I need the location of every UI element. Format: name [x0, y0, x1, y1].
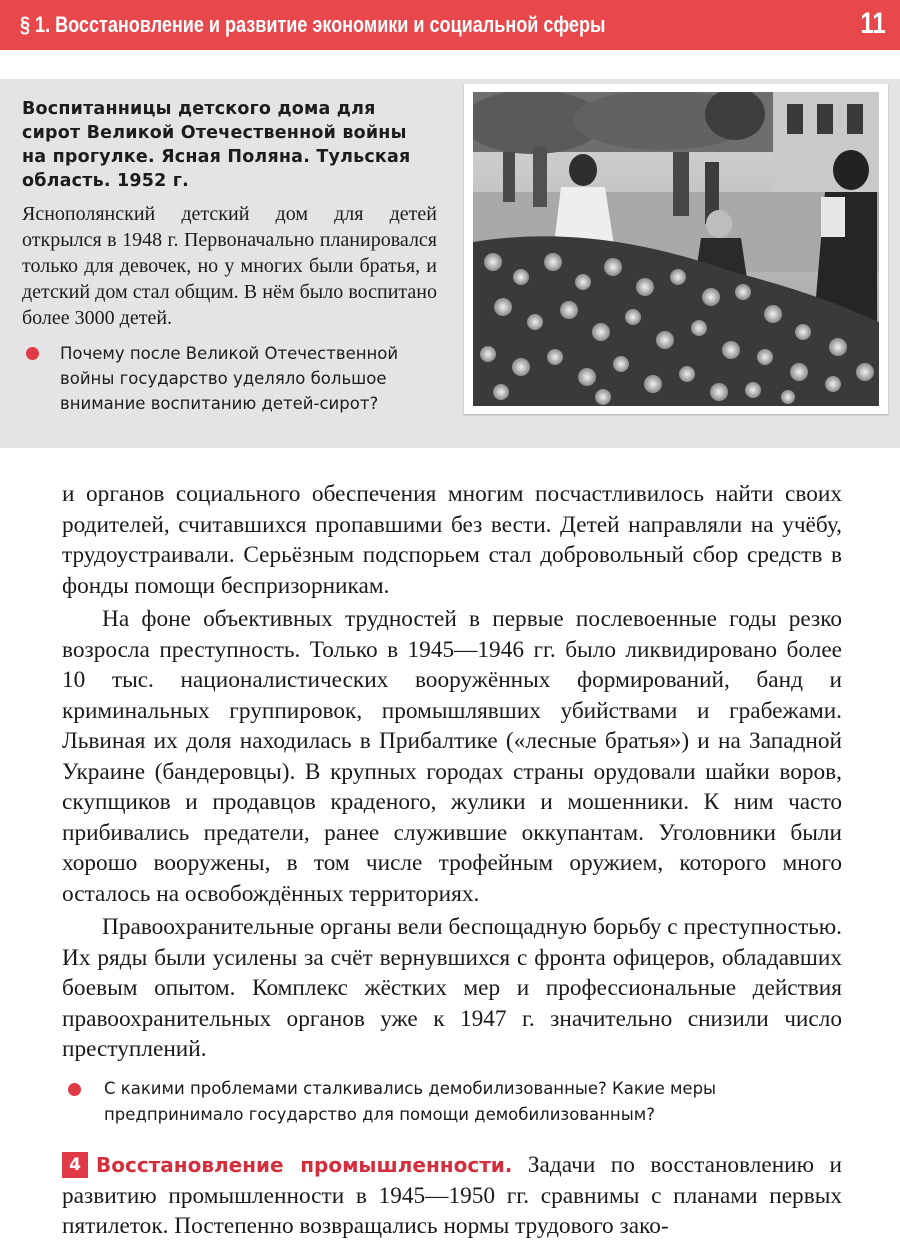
paragraph: На фоне объективных трудностей в первые послевоенные годы резко возросла преступность. Только в 1945—1946 гг. было ликвидировано более 10 тыс. националистических вооружённых формирований, банд и криминальных группировок, промышлявших убийствами и грабежами. Львиная их доля находилась в Прибалтике («лесные братья») и на Западной Украине (бандеровцы). В крупных городах страны орудовали шайки воров, скупщиков и продавцов краденого, жулики и мошенники. К ним часто прибивались предатели, ранее служившие оккупантам. Уголовники были хорошо вооружены, в том числе трофейным оружием, которого много осталось на освобождённых территориях.: [62, 606, 842, 907]
caption-body: Яснополянский детский дом для детей открылся в 1948 г. Первоначально планировался только для девочек, но у многих были братья, и детский дом стал общим. В нём было воспитано более 3000 детей.: [22, 203, 437, 329]
section-number: 4: [62, 1152, 88, 1178]
paragraph: Правоохранительные органы вели беспощадную борьбу с преступностью. Их ряды были усилены за счёт вернувшихся с фронта офицеров, обладавших боевым опытом. Комплекс жёстких мер и профессиональные действия правоохранительных органов уже к 1947 г. значительно снизили число преступлений.: [62, 914, 842, 1062]
caption-title: Воспитанницы детского дома для сирот Великой Отечественной войны на прогулке. Ясная Поляна. Тульская область. 1952 г.: [22, 99, 411, 191]
photo-sidebar: [0, 79, 900, 448]
review-question: [62, 1076, 842, 1128]
review-question-text: С какими проблемами сталкивались демобилизованные? Какие меры предпринимало государство для помощи демобилизованным?: [104, 1079, 717, 1124]
bullet-icon: [26, 347, 39, 360]
photo-caption: [22, 97, 437, 416]
section-text: Задачи по восстановлению и развитию промышленности в 1945—1950 гг. сравнимы с планами первых пятилеток. Постепенно возвращались нормы трудового зако-: [62, 1152, 842, 1239]
photo-image: [473, 92, 879, 406]
paragraph: и органов социального обеспечения многим посчастливилось найти своих родителей, считавшихся пропавшими без вести. Детей направляли на учёбу, трудоустраивали. Серьёзным подспорьем стал добровольный сбор средств в фонды помощи беспризорникам.: [62, 481, 842, 599]
page-number: 11: [860, 7, 886, 40]
bullet-icon: [68, 1083, 81, 1096]
page-header: [0, 0, 900, 50]
sidebar-question-text: Почему после Великой Отечественной войны государство уделяло большое внимание воспитанию детей-сирот?: [60, 344, 399, 413]
chapter-title: § 1. Восстановление и развитие экономики и социальной сферы: [20, 12, 606, 37]
section-4: [62, 1150, 842, 1242]
main-text: [62, 479, 842, 1065]
section-heading: Восстановление промышленности.: [96, 1153, 513, 1177]
historical-photo: [464, 84, 888, 414]
sidebar-question: [22, 341, 437, 416]
